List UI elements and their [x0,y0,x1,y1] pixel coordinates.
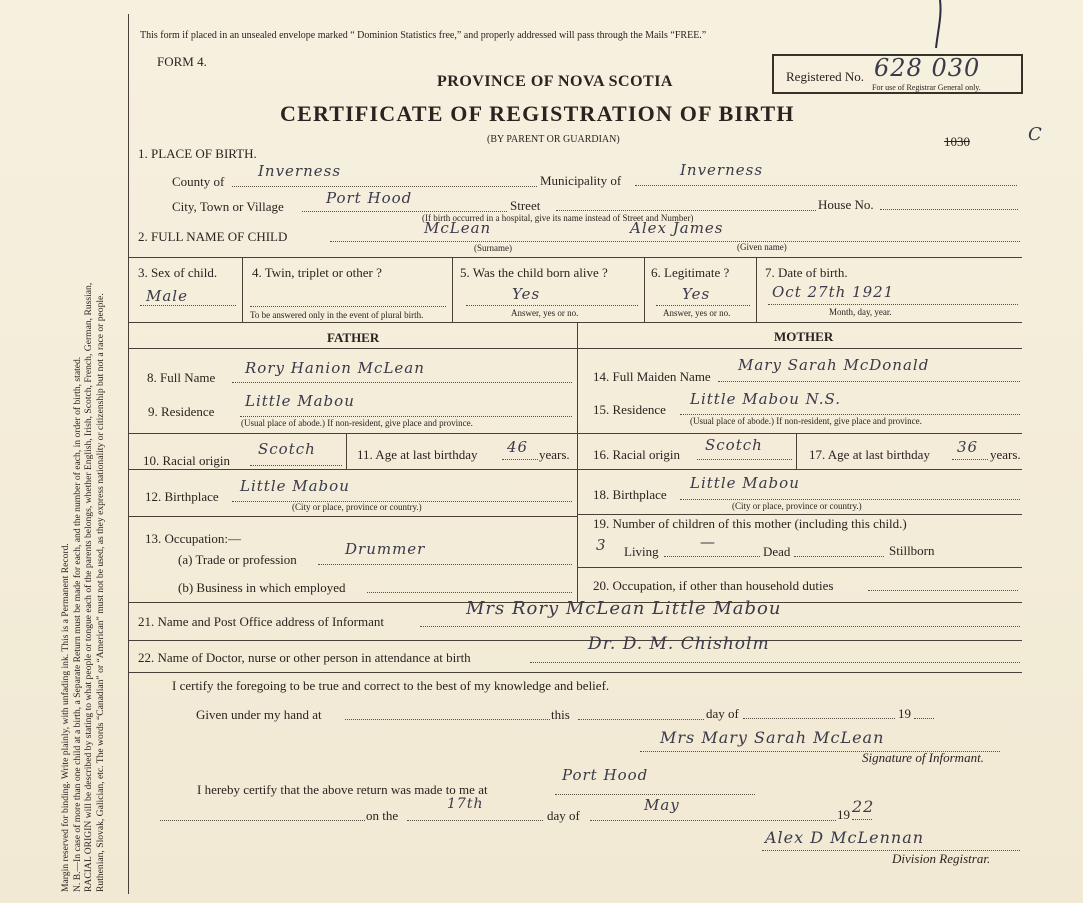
father-name-label: 8. Full Name [147,370,216,385]
dead-line [664,556,760,557]
father-years-label: years. [539,447,570,462]
child-name-line [330,241,1020,242]
city-value: Port Hood [326,189,413,207]
reg-year-value: 22 [852,797,875,816]
mother-residence-value: Little Mabou N.S. [690,390,842,408]
mother-racial-label: 16. Racial origin [593,447,681,462]
registered-number: 628 030 [874,54,981,82]
mother-name-value: Mary Sarah McDonald [738,356,930,374]
mother-residence-note: (Usual place of abode.) If non-resident, give place and province. [690,416,922,426]
father-name-value: Rory Hanion McLean [245,359,425,377]
trade-line [318,564,572,565]
mother-occupation-label: 20. Occupation, if other than household duties [593,578,834,593]
mother-birthplace-note: (City or place, province or country.) [732,501,862,511]
registrar-place-value: Port Hood [562,766,649,784]
mother-racial-line [697,459,792,460]
born-alive-label: 5. Was the child born alive ? [460,265,608,280]
child-name-label: 2. FULL NAME OF CHILD [138,229,288,244]
informant-line [420,626,1020,627]
father-birthplace-label: 12. Birthplace [145,489,219,504]
father-residence-note: (Usual place of abode.) If non-resident, give place and province. [241,418,473,428]
father-name-line [232,382,572,383]
street-line [556,210,816,211]
twin-note: To be answered only in the event of plural birth. [250,310,424,320]
children-count-label: 19. Number of children of this mother (including this child.) [593,516,907,531]
col-divider-1 [242,257,243,322]
certificate-title: CERTIFICATE OF REGISTRATION OF BIRTH [280,101,795,126]
col-divider-3 [644,257,645,322]
twin-line [250,306,446,307]
living-value: 3 [596,536,607,554]
margin-line-4: Ruthenian, Slovak, Galician, etc. The words “Canadian” or “American” must not be used, as they express nationality or citizenship but not a race or people. [94,293,106,892]
mother-birthplace-value: Little Mabou [690,474,800,492]
mother-occupation-line [868,590,1018,591]
form-number: FORM 4. [157,54,207,69]
born-alive-line [466,305,638,306]
father-residence-label: 9. Residence [148,404,215,419]
parent-column-divider [577,322,578,602]
house-number-line [880,209,1018,210]
twin-label: 4. Twin, triplet or other ? [252,265,382,280]
mother-residence-label: 15. Residence [593,402,666,417]
county-value: Inverness [258,162,342,180]
reg-month-value: May [644,796,680,814]
child-given-value: Alex James [630,219,724,237]
certificate-subtitle: (BY PARENT OR GUARDIAN) [487,134,620,145]
county-line [232,186,537,187]
city-label: City, Town or Village [172,199,284,214]
registrar-statement: I hereby certify that the above return was made to me at [197,782,488,797]
legitimate-note: Answer, yes or no. [663,308,731,318]
given-name-note: (Given name) [737,242,787,252]
place-of-birth-heading: 1. PLACE OF BIRTH. [138,146,257,161]
trade-value: Drummer [345,540,426,558]
col-divider-2 [452,257,453,322]
doctor-line [530,662,1020,663]
father-racial-line [250,465,342,466]
registered-label: Registered No. [786,69,864,84]
left-border-line [128,14,129,894]
father-birthplace-note: (City or place, province or country.) [292,502,422,512]
father-header: FATHER [327,330,380,345]
mail-notice: This form if placed in an unsealed envelope marked “ Dominion Statistics free,” and properly addressed will pass through the Mails “FREE.” [140,30,707,41]
reg-day-line [407,820,543,821]
reg-year-line [852,819,872,820]
mother-residence-line [680,414,1020,415]
surname-note: (Surname) [474,243,512,253]
mother-age-divider [796,433,797,469]
given-year-prefix: 19 [898,706,911,721]
business-label: (b) Business in which employed [178,580,346,595]
child-surname-value: McLean [424,219,492,237]
mother-name-label: 14. Full Maiden Name [593,369,711,384]
father-residence-line [240,416,572,417]
mother-age-line [952,459,988,460]
father-racial-value: Scotch [258,440,316,458]
margin-letter: C [1028,124,1043,145]
father-age-line [502,459,538,460]
this-label: this [551,707,570,722]
row-divider-top [129,257,1022,258]
informant-signature: Mrs Mary Sarah McLean [660,728,885,747]
given-year-line [914,718,934,719]
mother-racial-value: Scotch [705,436,763,454]
house-number-label: House No. [818,197,874,212]
margin-line-1: Margin reserved for binding. Write plainly, with unfading ink. This is a Permanent Record. [60,543,71,892]
given-month-line [743,718,895,719]
father-birthplace-value: Little Mabou [240,477,350,495]
father-age-value: 46 [507,438,529,456]
margin-line-2: N. B.—In case of more than one child at a birth, a Separate Return must be made for each, and the number of each, in order of birth, stated. [71,356,83,892]
signature-label: Signature of Informant. [862,750,984,765]
row-divider-bottom [129,322,1022,323]
birth-date-label: 7. Date of birth. [765,265,848,280]
ink-stroke-mark [920,0,950,50]
occupation-label: 13. Occupation:— [145,531,242,546]
province-heading: PROVINCE OF NOVA SCOTIA [437,73,673,90]
stillborn-label: Stillborn [889,543,935,558]
father-divider-3 [129,516,577,517]
business-line [367,592,572,593]
registrar-note: For use of Registrar General only. [872,83,981,92]
margin-line-3: RACIAL ORIGIN will be described by stating to what people or tongue each of the parents belongs, whether English, Irish, Scotch, French, German, Russian, [83,282,95,892]
sex-value: Male [146,287,188,305]
father-age-divider [346,433,347,469]
margin-number: 1030 [944,134,970,149]
father-age-label: 11. Age at last birthday [357,447,478,462]
city-line [302,211,507,212]
birth-date-value: Oct 27th 1921 [772,283,895,301]
reg-blank-line [160,820,365,821]
sex-label: 3. Sex of child. [138,265,218,280]
father-racial-label: 10. Racial origin [143,453,231,468]
father-residence-value: Little Mabou [245,392,355,410]
mother-years-label: years. [990,447,1021,462]
stillborn-line [794,556,884,557]
legitimate-label: 6. Legitimate ? [651,265,730,280]
municipality-label: Municipality of [540,173,622,188]
mother-divider-2 [577,469,1022,470]
mother-divider-4 [577,567,1022,568]
informant-divider [129,640,1022,641]
mother-birthplace-line [680,499,1020,500]
col-divider-4 [756,257,757,322]
county-label: County of [172,174,225,189]
registrar-signature: Alex D McLennan [765,828,925,847]
birth-date-line [768,304,1018,305]
parent-header-divider [129,348,1022,349]
mother-age-label: 17. Age at last birthday [809,447,930,462]
registered-number-box [772,54,1023,94]
street-label: Street [510,198,541,213]
certify-statement: I certify the foregoing to be true and correct to the best of my knowledge and belief. [172,678,610,693]
sex-line [140,305,236,306]
trade-label: (a) Trade or profession [178,552,297,567]
reg-year-prefix: 19 [837,807,850,822]
mother-age-value: 36 [957,438,979,456]
father-divider-1 [129,433,577,434]
given-place-line [345,719,550,720]
margin-instructions [60,12,106,892]
reg-month-line [590,820,836,821]
doctor-divider [129,672,1022,673]
doctor-label: 22. Name of Doctor, nurse or other person in attendance at birth [138,650,471,665]
on-the-label: on the [366,808,399,823]
father-divider-2 [129,469,577,470]
informant-value: Mrs Rory McLean Little Mabou [466,598,782,619]
born-alive-value: Yes [512,285,541,303]
mother-divider-1 [577,433,1022,434]
reg-day-of-label: day of [547,808,580,823]
day-of-label: day of [706,706,739,721]
dead-label: Dead [763,544,791,559]
informant-label: 21. Name and Post Office address of Informant [138,614,384,629]
mother-header: MOTHER [774,329,834,344]
doctor-value: Dr. D. M. Chisholm [588,634,770,654]
given-under-label: Given under my hand at [196,707,322,722]
legitimate-value: Yes [682,285,711,303]
living-label: Living [624,544,659,559]
legitimate-line [656,305,750,306]
mother-birthplace-label: 18. Birthplace [593,487,667,502]
hospital-note: (If birth occurred in a hospital, give its name instead of Street and Number) [422,213,694,223]
registrar-label: Division Registrar. [892,851,991,866]
registrar-place-line [555,794,755,795]
birth-date-note: Month, day, year. [829,307,892,317]
mother-divider-3 [577,514,1022,515]
born-alive-note: Answer, yes or no. [511,308,579,318]
municipality-line [635,185,1017,186]
reg-day-value: 17th [447,796,484,812]
mother-name-line [718,381,1020,382]
municipality-value: Inverness [680,161,764,179]
dead-value: — [700,533,716,551]
given-day-line [578,719,704,720]
